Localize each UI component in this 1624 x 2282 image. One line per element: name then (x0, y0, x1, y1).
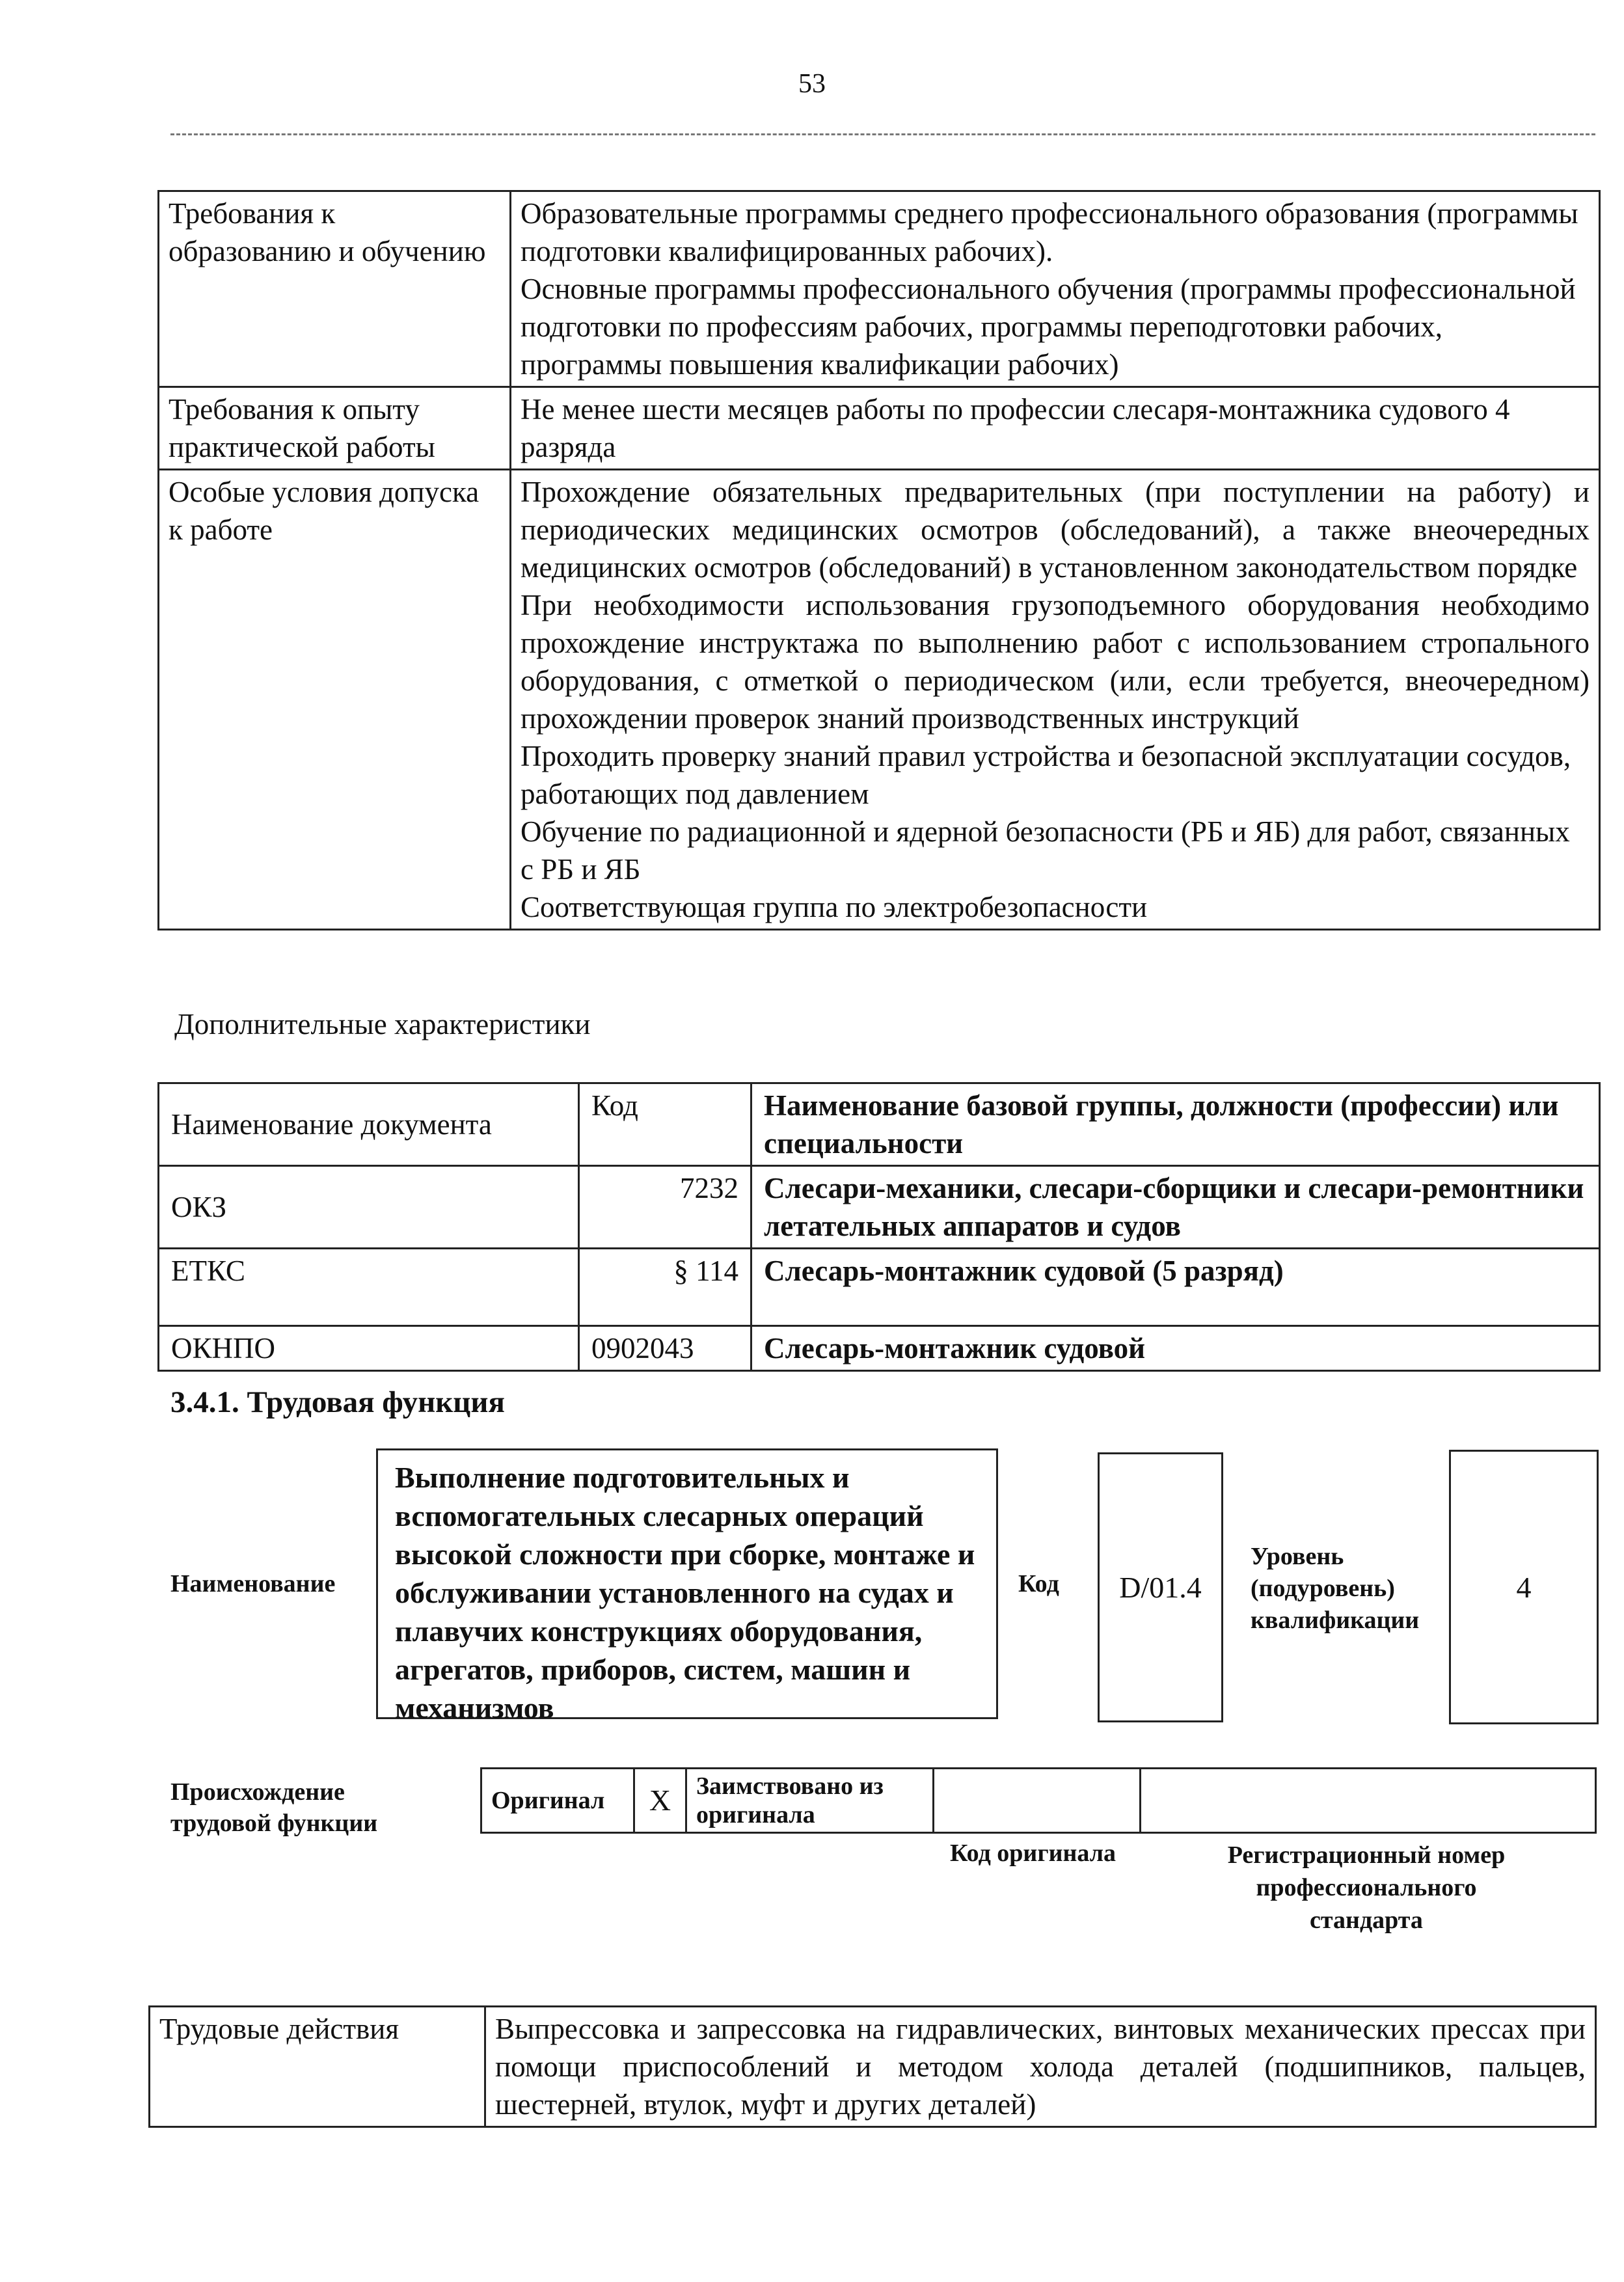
origin-label: Происхождение трудовой функции (170, 1778, 378, 1837)
code-cell: 0902043 (579, 1326, 751, 1371)
condition-item: Проходить проверку знаний правил устройства и безопасной эксплуатации сосудов, работающих под давлением (521, 740, 1571, 810)
code-cell: 7232 (579, 1166, 751, 1249)
table-row (159, 1166, 1600, 1249)
table-row (159, 470, 1600, 930)
doc-cell: ОКНПО (159, 1326, 579, 1371)
education-value (511, 191, 1600, 387)
doc-cell: ОКЗ (159, 1166, 579, 1249)
original-code-cell (934, 1769, 1141, 1833)
profession-cell: Слесарь-монтажник судовой (751, 1326, 1600, 1371)
code-cell: § 114 (579, 1249, 751, 1326)
conditions-label: Особые условия допуска к работе (159, 470, 511, 930)
actions-table (148, 2005, 1597, 2128)
profession-cell: Слесари-механики, слесари-сборщики и слесари-ремонтники летательных аппаратов и судов (751, 1166, 1600, 1249)
education-paragraph: Основные программы профессионального обучения (программы профессиональной подготовки по профессиям рабочих, программы переподготовки рабочих, программы повышения квалификации рабочих) (521, 273, 1576, 381)
experience-label: Требования к опыту практической работы (159, 387, 511, 470)
requirements-table (157, 190, 1601, 930)
table-row (150, 2007, 1596, 2127)
header-divider (170, 133, 1595, 135)
origin-table (480, 1767, 1597, 1834)
education-label: Требования к образованию и обучению (159, 191, 511, 387)
reg-number-caption: Регистрационный номер профессионального стандарта (1227, 1841, 1506, 1934)
section-title: 3.4.1. Трудовая функция (170, 1385, 505, 1419)
function-name-box: Выполнение подготовительных и вспомогательных слесарных операций высокой сложности при сборке, монтаже и обслуживании установленного на судах и плавучих конструкциях оборудования, агрегатов, приборов, систем, машин и механизмов (376, 1448, 998, 1719)
table-header-row (159, 1083, 1600, 1166)
experience-value: Не менее шести месяцев работы по профессии слесаря-монтажника судового 4 разряда (511, 387, 1600, 470)
column-header: Наименование документа (159, 1083, 579, 1166)
condition-item: При необходимости использования грузоподъемного оборудования необходимо прохождение инструктажа по выполнению работ с использованием стропального оборудования, с отметкой о периодическом (или, если требуется, внеочередном) прохождении проверок знаний производственных инструкций (521, 589, 1590, 735)
function-code-label: Код (1018, 1570, 1059, 1597)
table-row (481, 1769, 1596, 1833)
conditions-value (511, 470, 1600, 930)
borrowed-label: Заимствовано из оригинала (686, 1769, 934, 1833)
condition-item: Обучение по радиационной и ядерной безопасности (РБ и ЯБ) для работ, связанных с РБ и ЯБ (521, 815, 1570, 886)
condition-item: Прохождение обязательных предварительных (при поступлении на работу) и периодических медицинских осмотров (обследований), а также внеочередных медицинских осмотров (обследований) в установленном законодательством порядке (521, 476, 1590, 584)
function-code-box: D/01.4 (1098, 1452, 1223, 1722)
profession-cell: Слесарь-монтажник судовой (5 разряд) (751, 1249, 1600, 1326)
education-paragraph: Образовательные программы среднего профессионального образования (программы подготовки квалифицированных рабочих). (521, 197, 1578, 267)
doc-cell: ЕТКС (159, 1249, 579, 1326)
original-code-caption: Код оригинала (950, 1840, 1116, 1867)
actions-value: Выпрессовка и запрессовка на гидравлических, винтовых механических прессах при помощи приспособлений и методом холода деталей (подшипников, пальцев, шестерней, втулок, муфт и других деталей) (485, 2007, 1596, 2127)
qualification-level-box: 4 (1449, 1450, 1599, 1724)
original-mark: X (634, 1769, 686, 1833)
table-row (159, 1249, 1600, 1326)
column-header: Наименование базовой группы, должности (профессии) или специальности (751, 1083, 1600, 1166)
page-number: 53 (798, 69, 826, 99)
function-name-label: Наименование (170, 1570, 336, 1597)
column-header: Код (579, 1083, 751, 1166)
additional-table (157, 1082, 1601, 1372)
table-row (159, 387, 1600, 470)
table-row (159, 1326, 1600, 1371)
reg-number-cell (1141, 1769, 1596, 1833)
condition-item: Соответствующая группа по электробезопасности (521, 891, 1148, 923)
additional-title: Дополнительные характеристики (174, 1008, 591, 1040)
qualification-level-label: Уровень (подуровень) квалификации (1251, 1543, 1420, 1634)
original-label: Оригинал (481, 1769, 634, 1833)
actions-label: Трудовые действия (150, 2007, 485, 2127)
table-row (159, 191, 1600, 387)
